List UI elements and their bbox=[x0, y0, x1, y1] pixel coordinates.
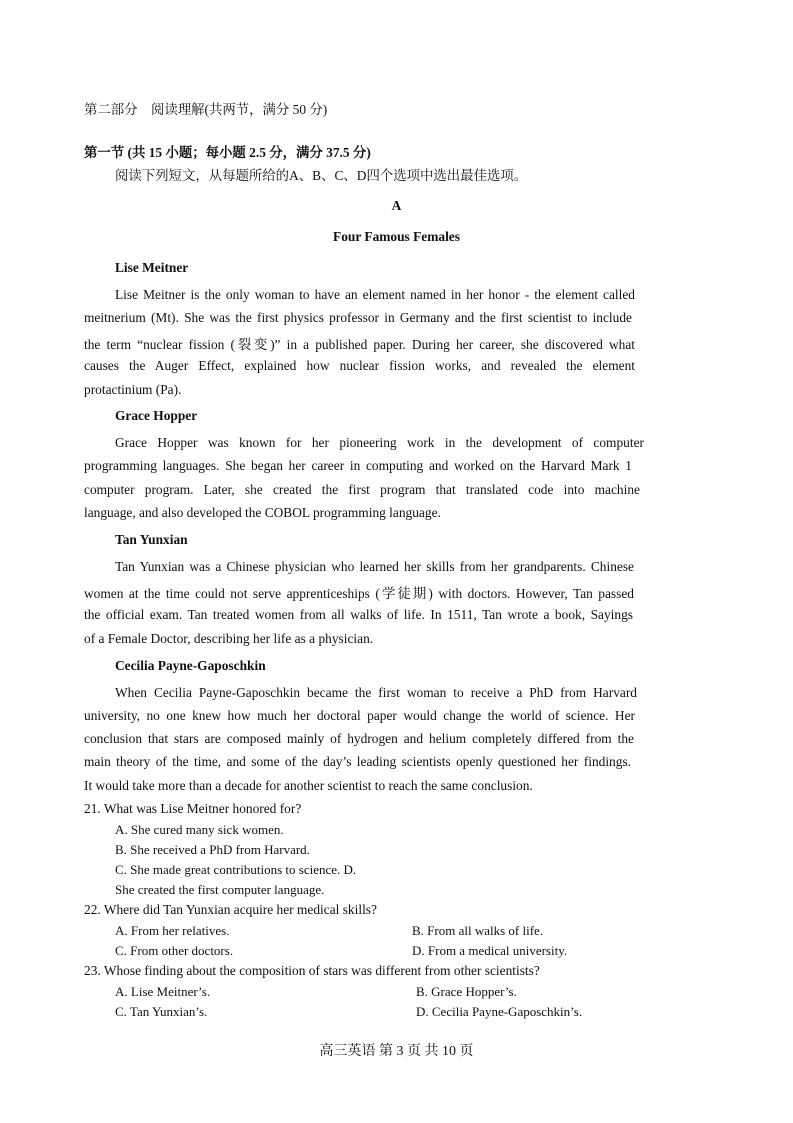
paragraph-line: the term “nuclear fission (裂变)” in a published paper. During her career, she discovered what bbox=[84, 337, 635, 352]
paragraph-line: causes the Auger Effect, explained how nuclear fission works, and revealed the element bbox=[84, 358, 635, 373]
paragraph-line: main theory of the time, and some of the day’s leading scientists openly questioned her findings. bbox=[84, 754, 631, 769]
paragraph-line: of a Female Doctor, describing her life as a physician. bbox=[84, 631, 374, 646]
paragraph-line: university, no one knew how much her doctoral paper would change the world of science. Her bbox=[84, 708, 635, 723]
question-22-option-d: D. From a medical university. bbox=[412, 943, 568, 958]
question-21-option-c: C. She made great contributions to science. D. bbox=[115, 862, 357, 877]
paragraph-line: Grace Hopper was known for her pioneering work in the development of computer bbox=[115, 435, 644, 450]
paragraph-line: conclusion that stars are composed mainly of hydrogen and helium completely differed from the bbox=[84, 731, 634, 746]
question-23-option-a: A. Lise Meitner’s. bbox=[115, 984, 211, 999]
paragraph-line: programming languages. She began her career in computing and worked on the Harvard Mark 1 bbox=[84, 458, 632, 473]
question-21-option-d: She created the first computer language. bbox=[115, 882, 325, 897]
section-heading: 第一节 (共 15 小题；每小题 2.5 分，满分 37.5 分) bbox=[84, 145, 371, 160]
question-22-option-a: A. From her relatives. bbox=[115, 923, 230, 938]
paragraph-line: It would take more than a decade for another scientist to reach the same conclusion. bbox=[84, 778, 533, 793]
question-23-stem: 23. Whose finding about the composition of stars was different from other scientists? bbox=[84, 963, 540, 978]
question-21-option-b: B. She received a PhD from Harvard. bbox=[115, 842, 310, 857]
passage-letter: A bbox=[391, 198, 402, 213]
paragraph-line: Lise Meitner is the only woman to have an element named in her honor - the element called bbox=[115, 287, 635, 302]
subheading-hopper: Grace Hopper bbox=[115, 408, 198, 423]
paragraph-line: language, and also developed the COBOL programming language. bbox=[84, 505, 441, 520]
question-22-stem: 22. Where did Tan Yunxian acquire her medical skills? bbox=[84, 902, 377, 917]
paragraph-line: computer program. Later, she created the first program that translated code into machine bbox=[84, 482, 640, 497]
paragraph-line: the official exam. Tan treated women from all walks of life. In 1511, Tan wrote a book, Sayings bbox=[84, 607, 633, 622]
question-23-option-c: C. Tan Yunxian’s. bbox=[115, 1004, 208, 1019]
question-23-option-b: B. Grace Hopper’s. bbox=[416, 984, 517, 999]
paragraph-line: protactinium (Pa). bbox=[84, 382, 182, 397]
paragraph-line: When Cecilia Payne-Gaposchkin became the first woman to receive a PhD from Harvard bbox=[115, 685, 637, 700]
page-footer: 高三英语 第 3 页 共 10 页 bbox=[319, 1044, 474, 1059]
question-22-option-b: B. From all walks of life. bbox=[412, 923, 544, 938]
instruction: 阅读下列短文，从每题所给的A、B、C、D四个选项中选出最佳选项。 bbox=[115, 168, 528, 183]
paragraph-line: meitnerium (Mt). She was the first physics professor in Germany and the first scientist to include bbox=[84, 310, 632, 325]
subheading-payne: Cecilia Payne-Gaposchkin bbox=[115, 658, 266, 673]
question-23-option-d: D. Cecilia Payne-Gaposchkin’s. bbox=[416, 1004, 583, 1019]
passage-title: Four Famous Females bbox=[333, 229, 460, 244]
paragraph-line: women at the time could not serve apprenticeships (学徒期) with doctors. However, Tan passed bbox=[84, 586, 634, 601]
subheading-meitner: Lise Meitner bbox=[115, 260, 189, 275]
question-21-option-a: A. She cured many sick women. bbox=[115, 822, 284, 837]
part-heading: 第二部分 阅读理解(共两节，满分 50 分) bbox=[84, 102, 328, 117]
question-22-option-c: C. From other doctors. bbox=[115, 943, 234, 958]
paragraph-line: Tan Yunxian was a Chinese physician who learned her skills from her grandparents. Chinese bbox=[115, 559, 634, 574]
question-21-stem: 21. What was Lise Meitner honored for? bbox=[84, 801, 302, 816]
subheading-tan: Tan Yunxian bbox=[115, 532, 188, 547]
